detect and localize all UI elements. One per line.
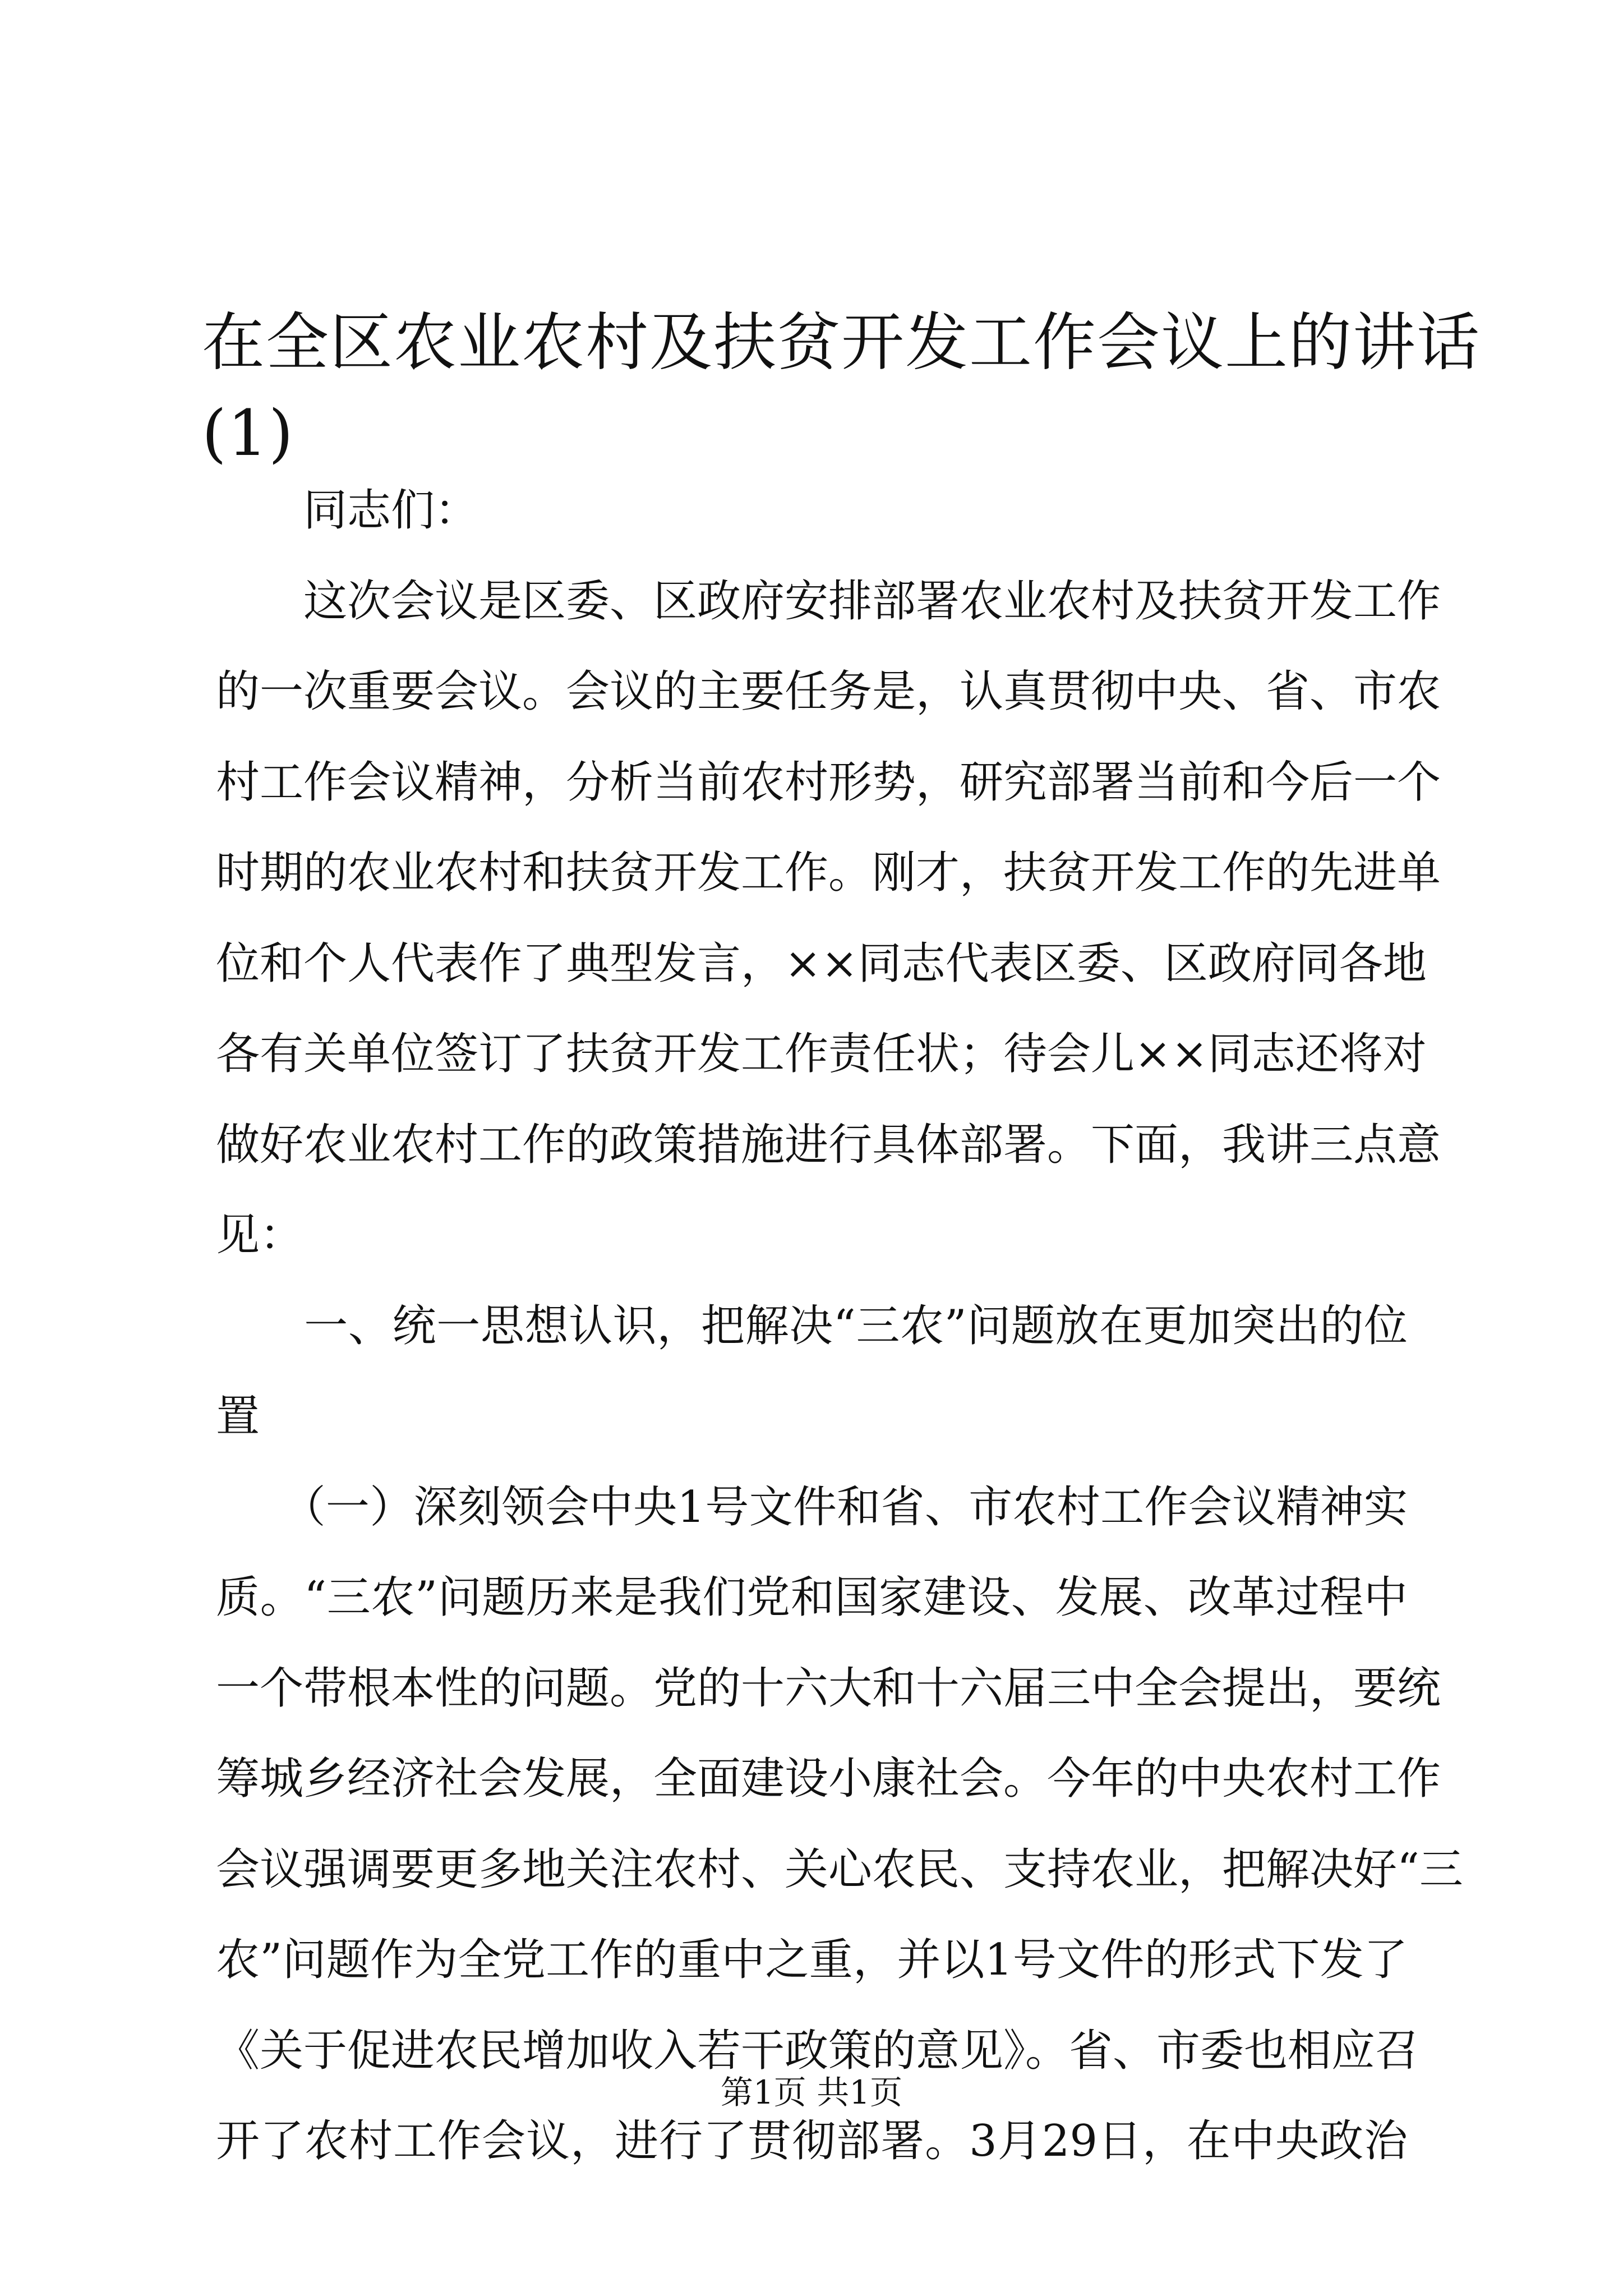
document-title	[202, 297, 1481, 479]
paragraph-intro	[216, 556, 1441, 1281]
text-line: 村工作会议精神，分析当前农村形势，研究部署当前和今后一个	[216, 757, 1441, 808]
text-line: 的一次重要会议。会议的主要任务是，认真贯彻中央、省、市农	[216, 666, 1441, 717]
text-line: 质。“三农”问题历来是我们党和国家建设、发展、改革过程中	[216, 1572, 1408, 1623]
text-line: 筹城乡经济社会发展，全面建设小康社会。今年的中央农村工作	[216, 1754, 1441, 1804]
text-line: 会议强调要更多地关注农村、关心农民、支持农业，把解决好“三	[216, 1844, 1463, 1895]
title-line-2: (1)	[202, 397, 294, 471]
text-line: 置	[216, 1391, 260, 1442]
text-line: 做好农业农村工作的政策措施进行具体部署。下面，我讲三点意	[216, 1119, 1441, 1170]
text-line: 开了农村工作会议，进行了贯彻部署。3月29日，在中央政治	[216, 2116, 1408, 2166]
text-line: （一）深刻领会中央1号文件和省、市农村工作会议精神实	[216, 1481, 1408, 1533]
text-line: 见：	[216, 1210, 304, 1260]
text-line: 同志们：	[216, 485, 479, 536]
text-line: 各有关单位签订了扶贫开发工作责任状；待会儿××同志还将对	[216, 1029, 1427, 1079]
document-body	[216, 466, 1463, 2187]
section-heading-1	[216, 1281, 1408, 1462]
text-line: 一个带根本性的问题。党的十六大和十六届三中全会提出，要统	[216, 1663, 1441, 1714]
text-line: 农”问题作为全党工作的重中之重，并以1号文件的形式下发了	[216, 1935, 1408, 1985]
text-line: 时期的农业农村和扶贫开发工作。刚才，扶贫开发工作的先进单	[216, 848, 1441, 898]
page-footer: 第1页 共1页	[720, 2073, 903, 2111]
text-line: 《关于促进农民增加收入若干政策的意见》。省、市委也相应召	[216, 2025, 1419, 2076]
text-line: 这次会议是区委、区政府安排部署农业农村及扶贫开发工作	[216, 576, 1441, 627]
title-line-1: 在全区农业农村及扶贫开发工作会议上的讲话	[202, 306, 1481, 380]
paragraph-greeting	[216, 466, 1408, 556]
text-line: 位和个人代表作了典型发言，××同志代表区委、区政府同各地	[216, 938, 1427, 989]
text-line: 一、统一思想认识，把解决“三农”问题放在更加突出的位	[216, 1300, 1408, 1351]
